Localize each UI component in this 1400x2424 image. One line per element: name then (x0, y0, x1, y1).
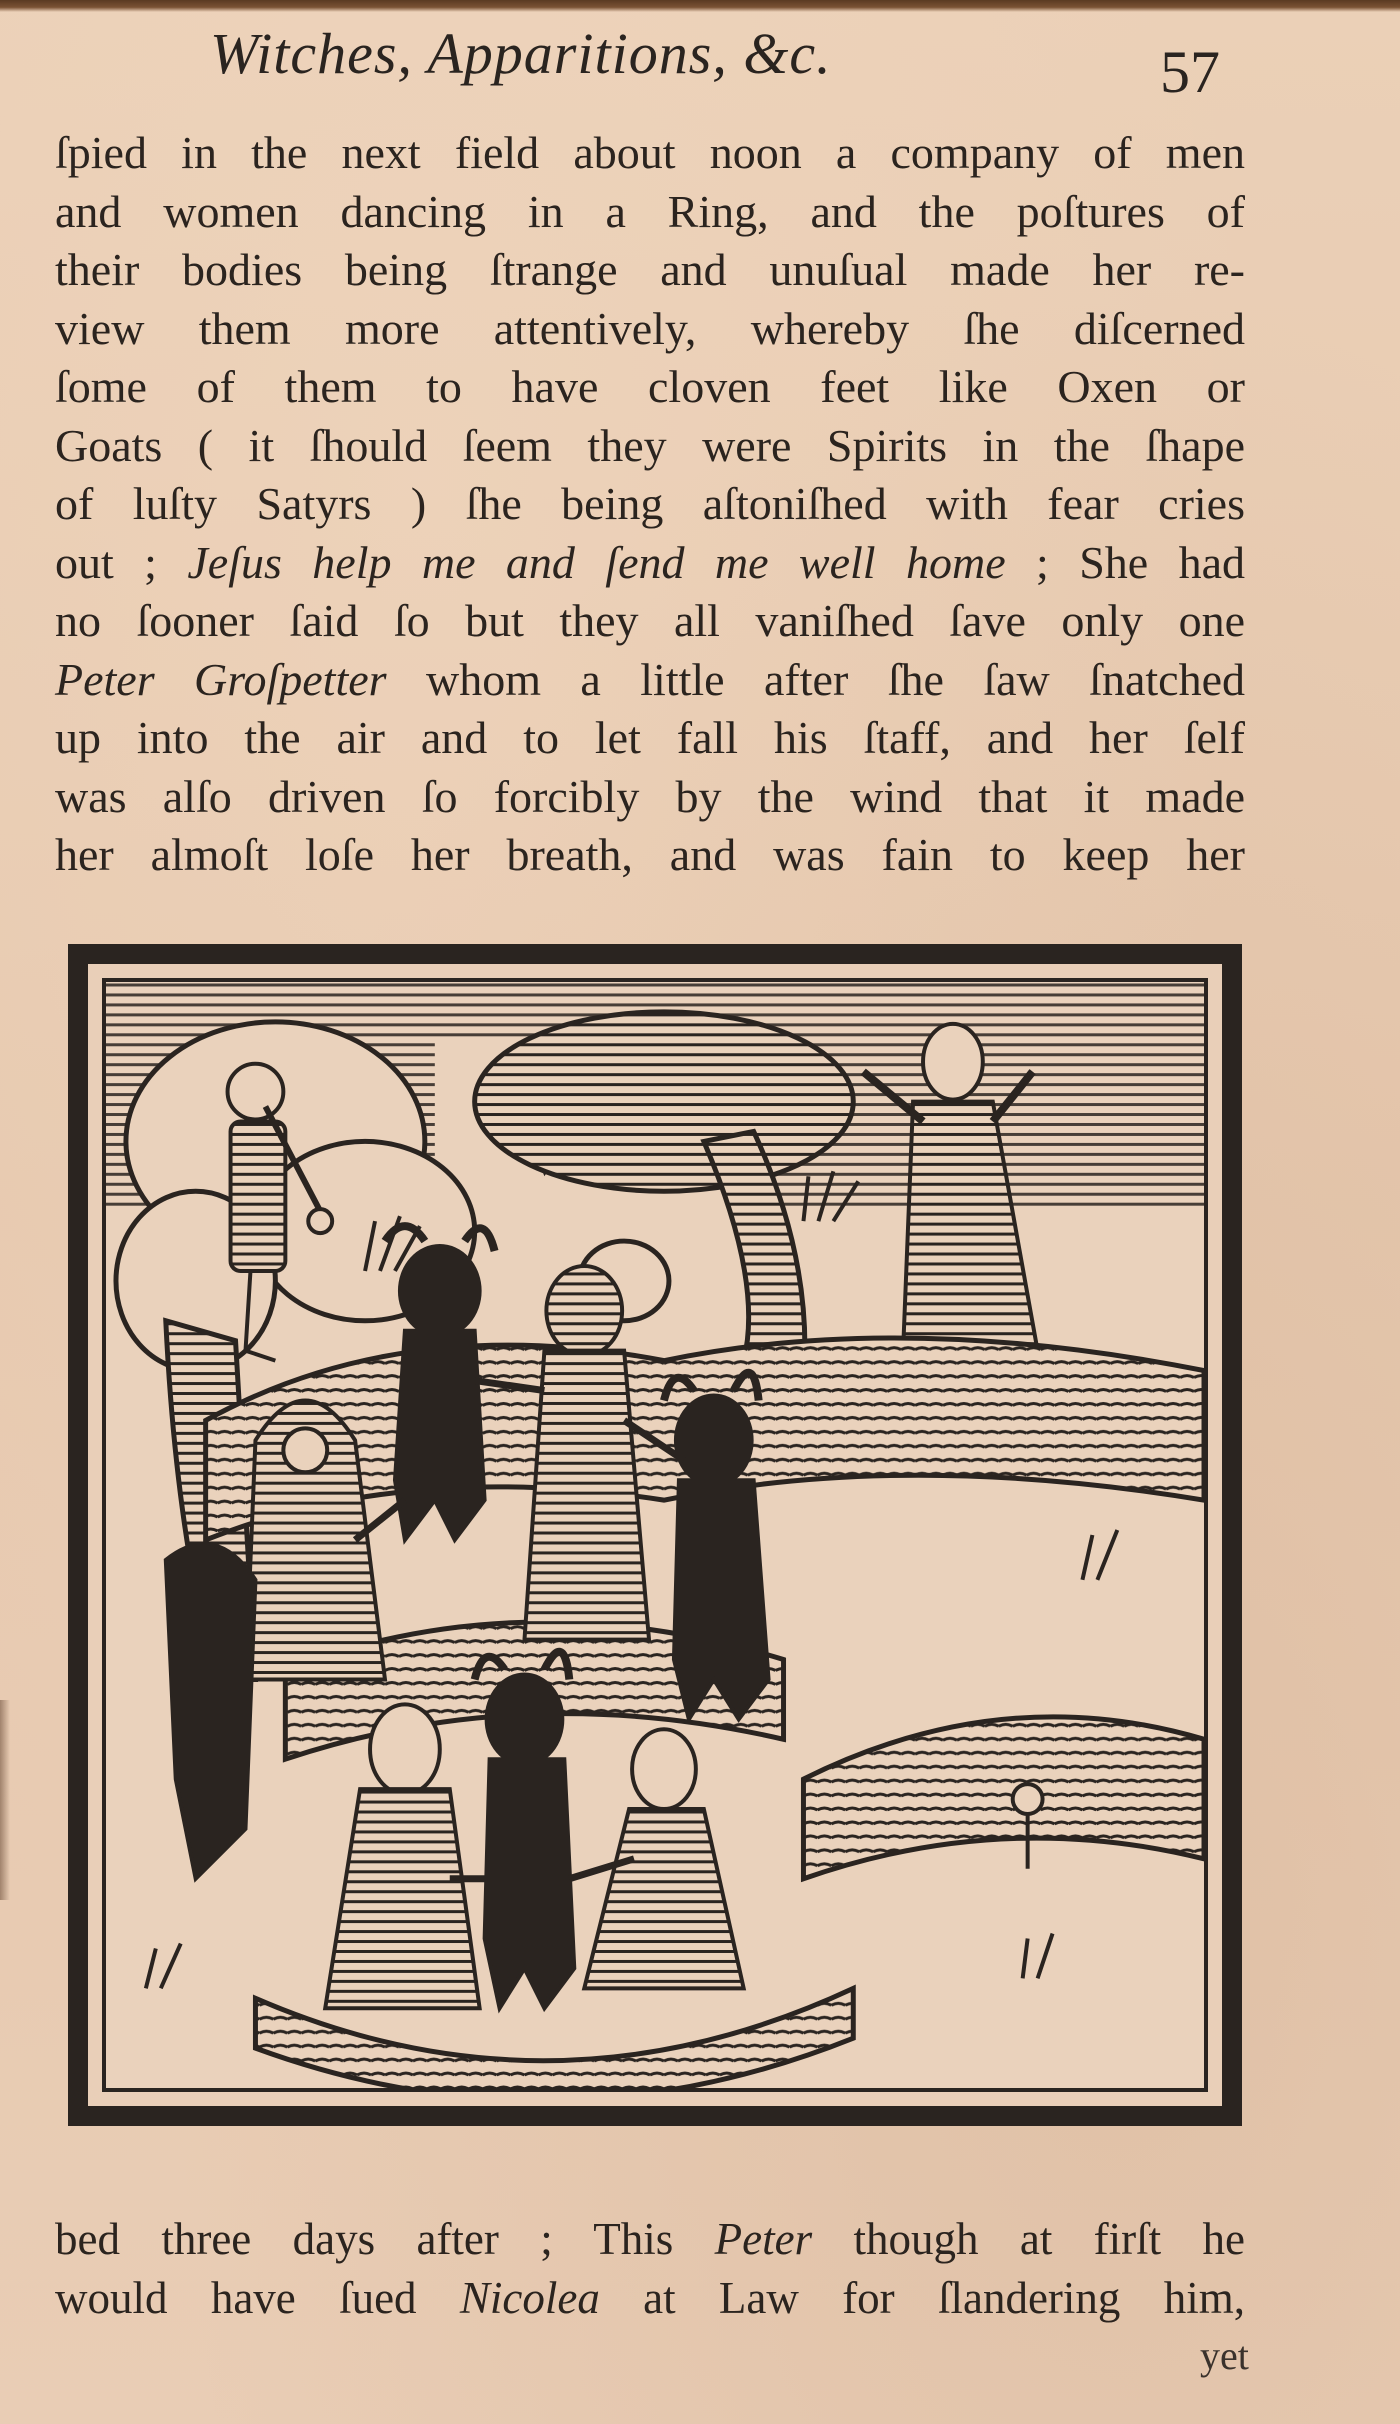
text-line (55, 768, 1245, 827)
roman-text: at Law for ſlandering him, (599, 2272, 1245, 2323)
page-number: 57 (1160, 39, 1220, 105)
italic-text: Nicolea (459, 2272, 600, 2323)
woodcut-illustration (68, 944, 1242, 2126)
roman-text: whom a little after ſhe ſaw ſnatched (386, 653, 1245, 705)
body-text-top (55, 124, 1245, 885)
roman-text: and women dancing in a Ring, and the poſtures of (55, 185, 1245, 237)
roman-text: was alſo driven ſo forcibly by the wind that it made (55, 770, 1245, 822)
roman-text: view them more attentively, whereby ſhe diſcerned (55, 302, 1245, 354)
text-line (55, 300, 1245, 359)
text-line (55, 183, 1245, 242)
woman-front (325, 1704, 479, 2008)
italic-text: Peter (714, 2214, 813, 2264)
woodcut-scene-icon (106, 982, 1204, 2088)
roman-text: out ; (55, 536, 188, 588)
text-line (55, 534, 1245, 593)
text-line (55, 417, 1245, 476)
roman-text: their bodies being ſtrange and unuſual made her re- (55, 244, 1245, 295)
running-head (0, 20, 1400, 105)
roman-text: ſpied in the next field about noon a company of men (55, 127, 1245, 178)
roman-text: would have ſued (55, 2272, 460, 2323)
roman-text: no ſooner ſaid ſo but they all vaniſhed ſave only one (55, 595, 1245, 646)
italic-text: Peter Groſpetter (55, 653, 387, 705)
roman-text: ; She had (1005, 536, 1246, 588)
page-stain (0, 1700, 10, 1900)
text-line (55, 826, 1245, 885)
text-line (55, 651, 1245, 710)
roman-text: of luſty Satyrs ) ſhe being aſtoniſhed with fear cries (55, 478, 1245, 529)
catchword: yet (1200, 2333, 1249, 2378)
roman-text: her almoſt loſe her breath, and was fain to keep her (55, 829, 1245, 880)
roman-text: ſome of them to have cloven feet like Oxen or (55, 361, 1245, 412)
roman-text: up into the air and to let fall his ſtaff, and her ſelf (55, 712, 1245, 763)
devil-figure (166, 1544, 256, 1879)
woman-front-right (584, 1729, 743, 1988)
body-text-bottom (55, 2210, 1245, 2327)
text-line (55, 241, 1245, 300)
text-line (55, 2269, 1245, 2328)
text-line (55, 592, 1245, 651)
text-line (55, 358, 1245, 417)
italic-text: Jeſus help me and ſend me well home (187, 536, 1006, 588)
text-line (55, 475, 1245, 534)
running-title: Witches, Apparitions, &c. (210, 21, 832, 86)
dancers (166, 1226, 769, 2008)
roman-text: bed three days after ; This (55, 2214, 715, 2264)
woodcut-inner-frame (102, 978, 1208, 2092)
text-line (55, 2210, 1245, 2269)
devil-figure (475, 1652, 575, 2008)
text-line (55, 124, 1245, 183)
text-line (55, 709, 1245, 768)
binding-edge (0, 0, 1400, 12)
roman-text: Goats ( it ſhould ſeem they were Spirits in the ſhape (55, 419, 1245, 471)
roman-text: though at firſt he (812, 2214, 1245, 2264)
